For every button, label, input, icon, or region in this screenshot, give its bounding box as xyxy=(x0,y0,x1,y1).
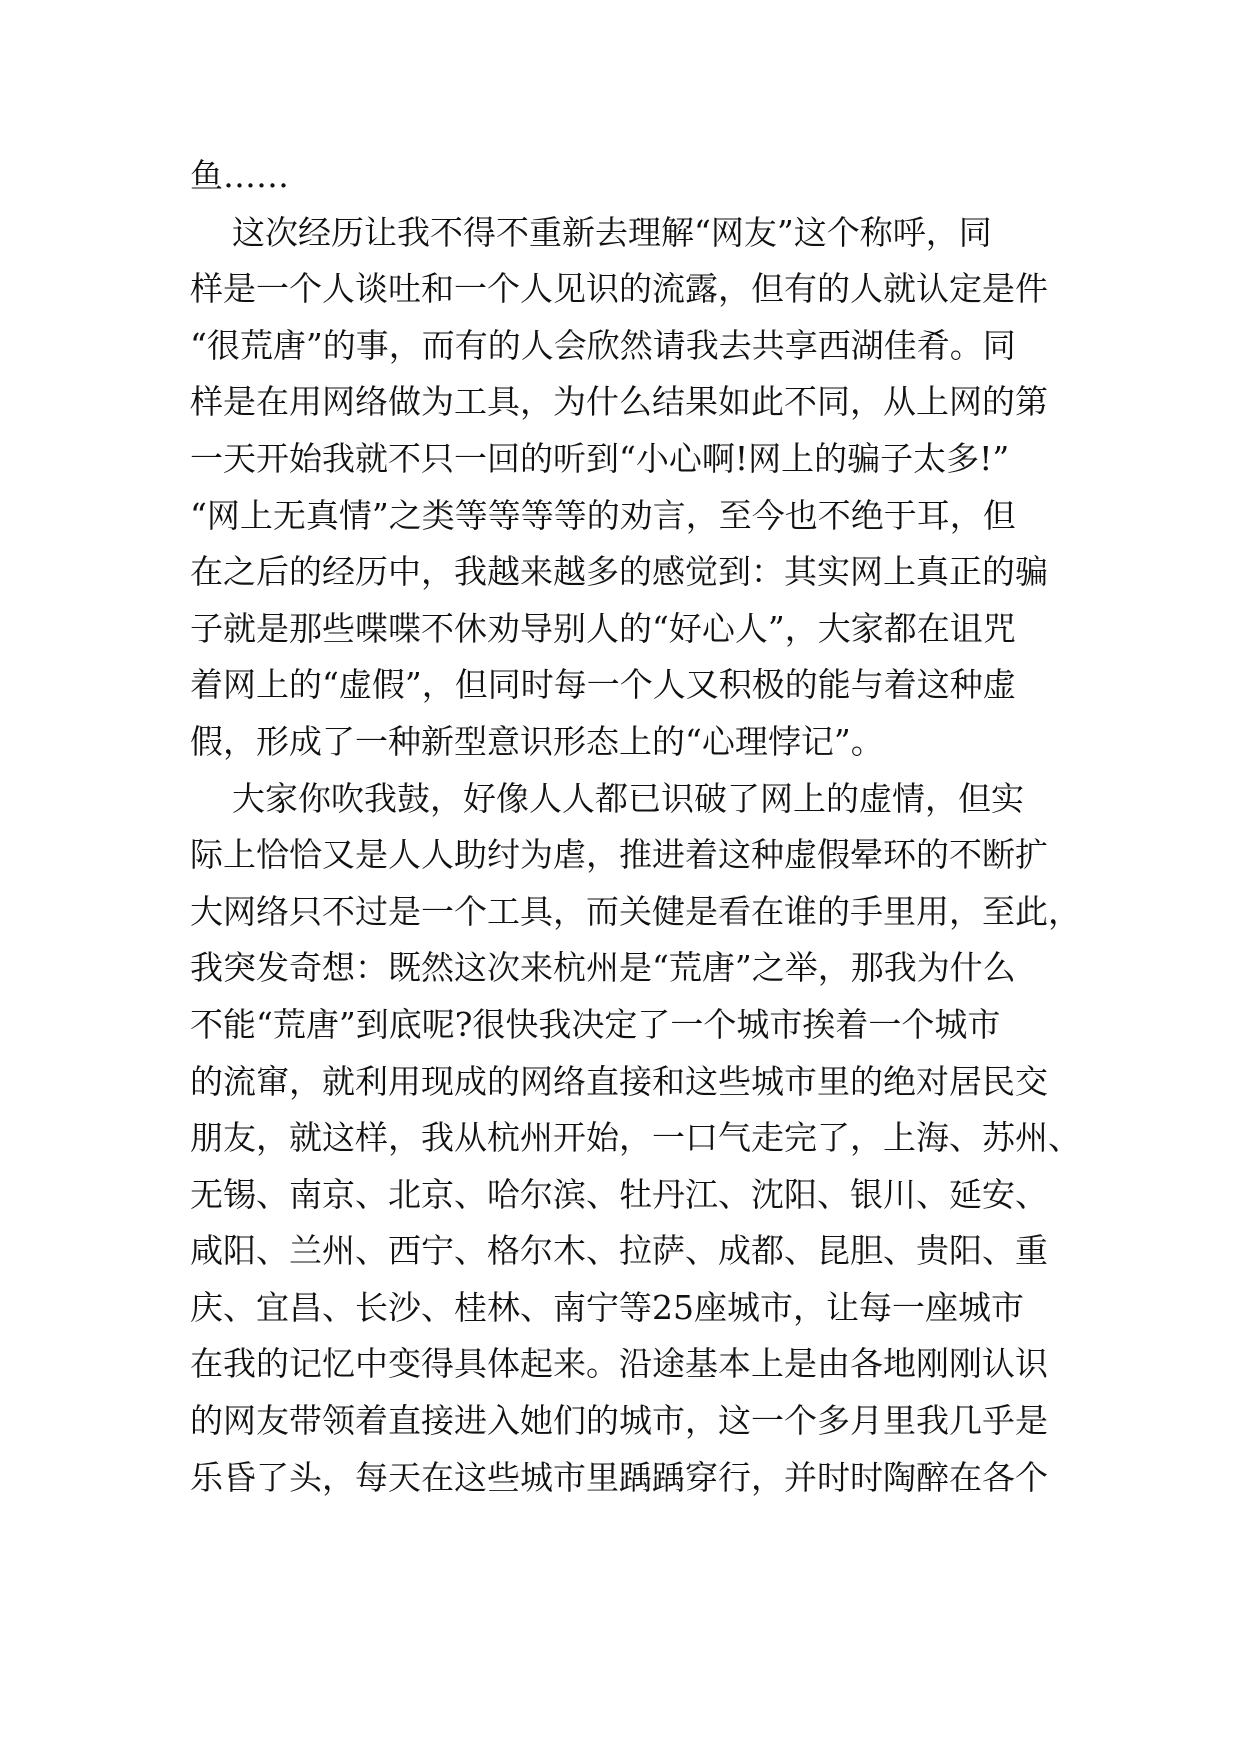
text-line: 我突发奇想：既然这次来杭州是“荒唐”之举，那我为什么 xyxy=(190,948,1016,988)
text-line: 子就是那些喋喋不休劝导别人的“好心人”，大家都在诅咒 xyxy=(190,608,1016,648)
text-line: 咸阳、兰州、西宁、格尔木、拉萨、成都、昆胆、贵阳、重 xyxy=(190,1231,1048,1271)
text-line: 大家你吹我鼓，好像人人都已识破了网上的虚情，但实 xyxy=(190,778,1024,818)
text-line: 鱼…… xyxy=(190,156,289,195)
text-line: 朋友，就这样，我从杭州开始，一口气走完了，上海、苏州、 xyxy=(190,1118,1081,1158)
text-line: 假，形成了一种新型意识形态上的“心理悖记”。 xyxy=(190,721,884,761)
text-line: “很荒唐”的事，而有的人会欣然请我去共享西湖佳肴。同 xyxy=(190,325,1016,365)
text-line: 在之后的经历中，我越来越多的感觉到：其实网上真正的骗 xyxy=(190,552,1048,592)
text-line: 庆、宜昌、长沙、桂林、南宁等25座城市，让每一座城市 xyxy=(190,1287,1024,1327)
text-line: 的网友带领着直接进入她们的城市，这一个多月里我几乎是 xyxy=(190,1401,1048,1441)
text-line: 一天开始我就不只一回的听到“小心啊!网上的骗子太多!” xyxy=(190,438,1010,478)
text-line: 在我的记忆中变得具体起来。沿途基本上是由各地刚刚认识 xyxy=(190,1344,1048,1384)
text-line: 无锡、南京、北京、哈尔滨、牡丹江、沈阳、银川、延安、 xyxy=(190,1174,1048,1214)
text-line: 际上恰恰又是人人助纣为虐，推进着这种虚假晕环的不断扩 xyxy=(190,835,1048,875)
body-text xyxy=(190,148,1090,1506)
text-line: 样是一个人谈吐和一个人见识的流露，但有的人就认定是件 xyxy=(190,269,1048,309)
text-line: 这次经历让我不得不重新去理解“网友”这个称呼，同 xyxy=(190,212,992,252)
text-line: “网上无真情”之类等等等等的劝言，至今也不绝于耳，但 xyxy=(190,495,1016,535)
text-line: 乐昏了头，每天在这些城市里踽踽穿行，并时时陶醉在各个 xyxy=(190,1457,1048,1497)
text-line: 的流窜，就利用现成的网络直接和这些城市里的绝对居民交 xyxy=(190,1061,1048,1101)
text-line: 样是在用网络做为工具，为什么结果如此不同，从上网的第 xyxy=(190,382,1048,422)
text-line: 大网络只不过是一个工具，而关健是看在谁的手里用，至此， xyxy=(190,891,1081,931)
text-line: 着网上的“虚假”，但同时每一个人又积极的能与着这种虚 xyxy=(190,665,1016,705)
text-line: 不能“荒唐”到底呢?很快我决定了一个城市挨着一个城市 xyxy=(190,1004,1001,1044)
